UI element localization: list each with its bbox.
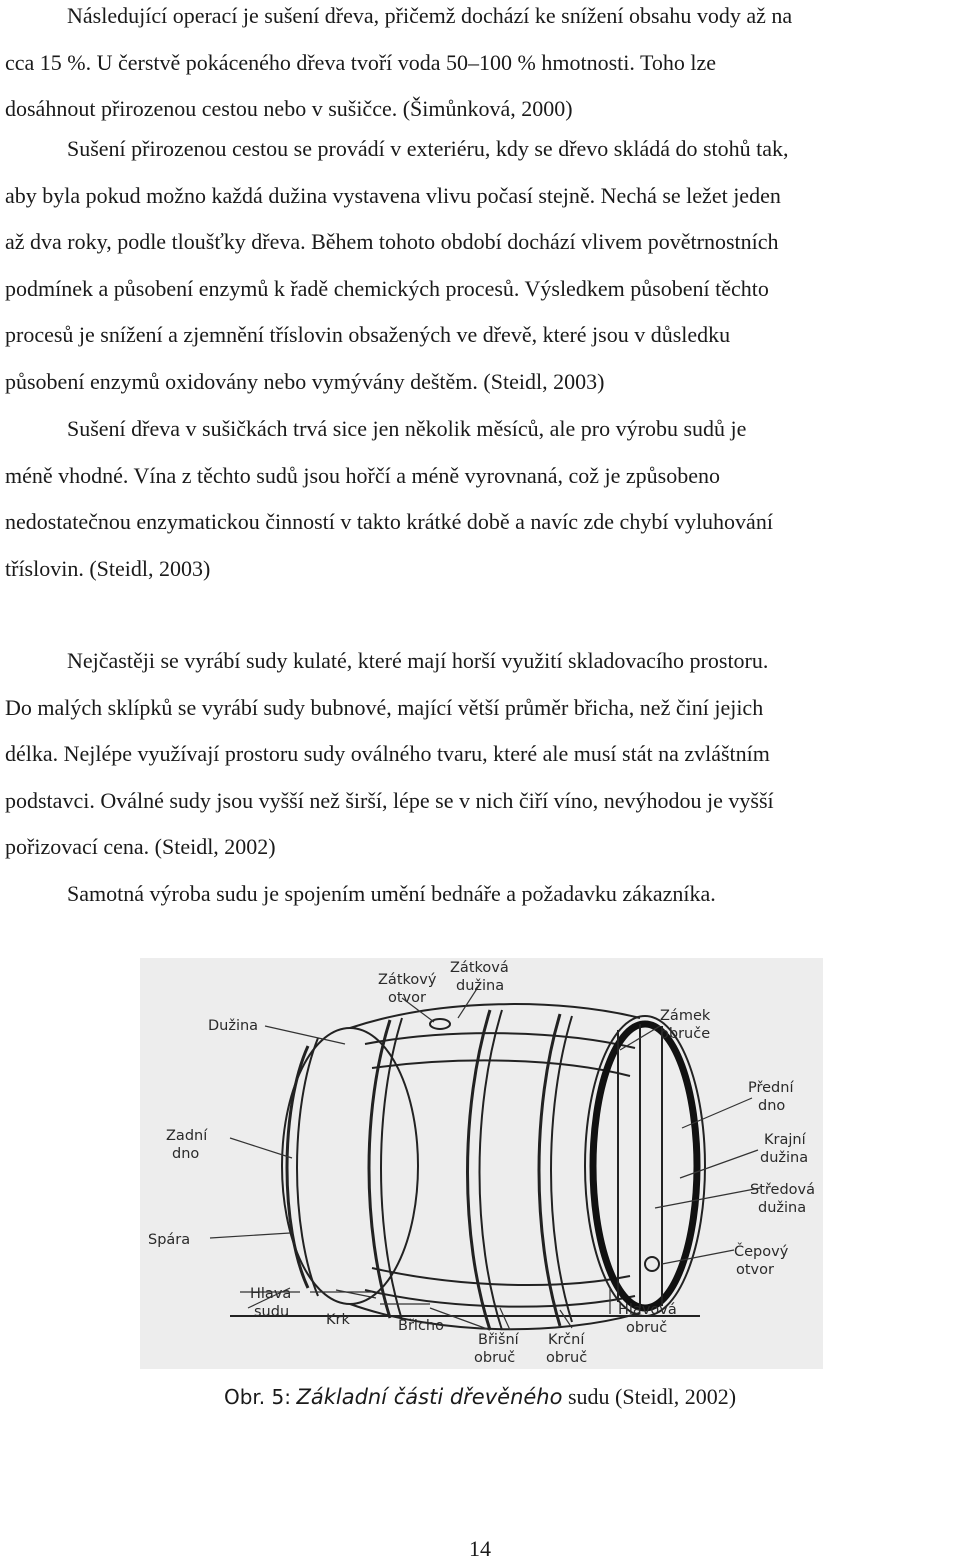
label-spara: Spára — [148, 1232, 191, 1248]
caption-label: Obr. 5: — [223, 1385, 291, 1409]
caption-rest: sudu (Steidl, 2002) — [567, 1384, 737, 1409]
label-predni-dno: Přední — [748, 1080, 794, 1096]
back-head-outline — [282, 1028, 418, 1304]
text-line: nedostatečnou enzymatickou činností v takto krátké době a navíc zde chybí vyluhování — [5, 509, 773, 535]
paragraph-barrel-making — [5, 871, 955, 918]
label-krajni-duzina: Krajní — [764, 1132, 806, 1148]
svg-text:dužina: dužina — [456, 978, 505, 994]
svg-text:dužina: dužina — [760, 1150, 809, 1166]
barrel-diagram — [140, 958, 823, 1369]
text-line: podstavci. Oválné sudy jsou vyšší než širší, lépe se v nich čiří víno, nevýhodou je vyšší — [5, 787, 774, 813]
tap-hole — [645, 1257, 659, 1271]
svg-text:obruč: obruč — [546, 1350, 588, 1366]
label-krk: Krk — [326, 1312, 350, 1328]
svg-text:sudu: sudu — [254, 1304, 290, 1320]
label-zatkova-duzina: Zátková — [450, 960, 509, 976]
text-line: Samotná výroba sudu je spojením umění bednáře a požadavku zákazníka. — [67, 881, 716, 906]
text-line: délka. Nejlépe využívají prostoru sudy oválného tvaru, které ale musí stát na zvláštním — [5, 741, 770, 767]
label-hlavova-obruc: Hlavová — [618, 1302, 677, 1318]
svg-text:obruče: obruče — [660, 1026, 711, 1042]
label-brisni-obruc: Břišní — [478, 1332, 519, 1348]
label-stredova-duzina: Středová — [750, 1182, 815, 1198]
svg-text:otvor: otvor — [388, 990, 426, 1006]
paragraph-drying-intro — [5, 0, 955, 133]
text-line: tříslovin. (Steidl, 2003) — [5, 555, 211, 581]
text-line: Následující operací je sušení dřeva, přičemž dochází ke snížení obsahu vody až na — [67, 3, 793, 28]
text-line: Sušení přirozenou cestou se provádí v exteriéru, kdy se dřevo skládá do stohů tak, — [67, 136, 789, 161]
text-line: procesů je snížení a zjemnění tříslovin obsažených ve dřevě, které jsou v důsledku — [5, 322, 731, 348]
label-krcni-obruc: Krční — [548, 1332, 585, 1348]
text-line: podmínek a působení enzymů k řadě chemických procesů. Výsledkem působení těchto — [5, 275, 769, 301]
caption-italic: Základní části dřevěného — [296, 1385, 563, 1409]
label-zamek-obruce: Zámek — [660, 1008, 711, 1024]
bung-hole — [430, 1019, 450, 1029]
text-line: působení enzymů oxidovány nebo vymývány deštěm. (Steidl, 2003) — [5, 368, 605, 394]
barrel-drawing — [140, 958, 823, 1369]
barrel-top-contour — [350, 1004, 640, 1028]
svg-text:dno: dno — [758, 1098, 786, 1114]
paragraph-barrel-shapes — [5, 638, 955, 871]
label-duzina: Dužina — [208, 1018, 259, 1034]
text-line: Sušení dřeva v sušičkách trvá sice jen několik měsíců, ale pro výrobu sudů je — [67, 416, 747, 441]
text-line: cca 15 %. U čerstvě pokáceného dřeva tvoří voda 50–100 % hmotnosti. Toho lze — [5, 49, 717, 75]
paragraph-natural-drying — [5, 126, 955, 406]
label-hlava-sudu: Hlava — [250, 1286, 292, 1302]
text-line: pořizovací cena. (Steidl, 2002) — [5, 834, 276, 860]
svg-text:dno: dno — [172, 1146, 200, 1162]
label-zadni-dno: Zadní — [166, 1128, 208, 1144]
paragraph-kiln-drying — [5, 406, 955, 592]
text-line: Do malých sklípků se vyrábí sudy bubnové, mající větší průměr břicha, než činí jejich — [5, 694, 764, 720]
svg-text:otvor: otvor — [736, 1262, 774, 1278]
page-number: 14 — [469, 1536, 491, 1561]
text-line: dosáhnout přirozenou cestou nebo v sušičce. (Šimůnková, 2000) — [5, 96, 573, 122]
figure-caption — [0, 1384, 960, 1410]
text-line: méně vhodné. Vína z těchto sudů jsou hořčí a méně vyrovnaná, což je způsobeno — [5, 462, 720, 488]
text-line: aby byla pokud možno každá dužina vystavena vlivu počasí stejně. Nechá se ležet jeden — [5, 182, 781, 208]
text-line: až dva roky, podle tloušťky dřeva. Během tohoto období dochází vlivem povětrnostních — [5, 229, 779, 255]
svg-text:obruč: obruč — [626, 1320, 668, 1336]
label-cepovy-otvor: Čepový — [734, 1244, 789, 1260]
svg-text:dužina: dužina — [758, 1200, 807, 1216]
text-line: Nejčastěji se vyrábí sudy kulaté, které mají horší využití skladovacího prostoru. — [67, 648, 769, 673]
label-zatkovy-otvor: Zátkový — [378, 972, 437, 988]
svg-text:obruč: obruč — [474, 1350, 516, 1366]
label-bricho: Břicho — [398, 1318, 444, 1334]
